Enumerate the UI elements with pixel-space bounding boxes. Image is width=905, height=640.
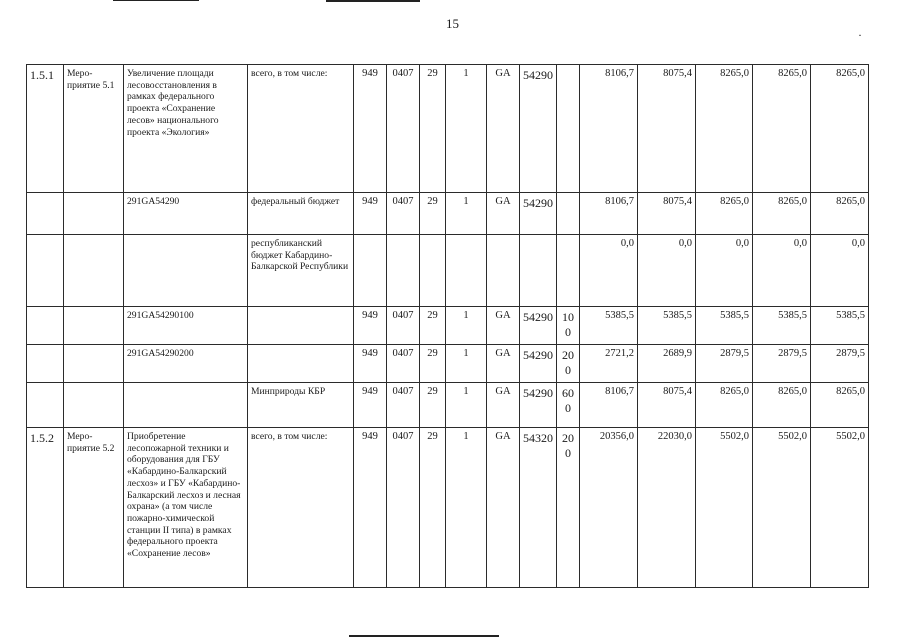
cell-rz: 0407 [387, 307, 420, 345]
cell-value-3: 8265,0 [696, 193, 753, 235]
cell-value-1: 5385,5 [580, 307, 638, 345]
cell-sub: 1 [446, 345, 487, 383]
scan-dot: · [858, 28, 862, 42]
cell-value-4: 2879,5 [753, 345, 811, 383]
row-source [248, 345, 354, 383]
cell-pr: 29 [420, 307, 446, 345]
cell-value-4: 8265,0 [753, 383, 811, 428]
row-number [27, 235, 64, 307]
cell-vr: 200 [557, 428, 580, 588]
cell-pr: 29 [420, 193, 446, 235]
cell-pr [420, 235, 446, 307]
row-number: 1.5.1 [27, 65, 64, 193]
table-row [27, 307, 869, 345]
cell-pr: 29 [420, 383, 446, 428]
cell-value-4: 8265,0 [753, 193, 811, 235]
row-source: федеральный бюджет [248, 193, 354, 235]
cell-rz: 0407 [387, 428, 420, 588]
row-name: Приобретение лесопожарной техники и оборудования для ГБУ «Кабардино-Балкарский лесхоз» и ГБУ «Кабардино-Балкарский лесхоз и лесная охрана» (а том числе пожарно-химической станции II типа) в рамках федерального проекта «Сохранение лесов» [124, 428, 248, 588]
table-row [27, 383, 869, 428]
cell-code: 54290 [520, 307, 557, 345]
row-source: Минприроды КБР [248, 383, 354, 428]
cell-pr: 29 [420, 345, 446, 383]
cell-value-5: 0,0 [811, 235, 869, 307]
scan-line-bottom [349, 635, 499, 637]
table-row [27, 193, 869, 235]
cell-grbs: 949 [354, 345, 387, 383]
cell-vr: 600 [557, 383, 580, 428]
cell-value-2: 22030,0 [638, 428, 696, 588]
cell-sub [446, 235, 487, 307]
cell-reg: GA [487, 65, 520, 193]
cell-reg: GA [487, 428, 520, 588]
cell-value-2: 8075,4 [638, 65, 696, 193]
cell-value-2: 8075,4 [638, 383, 696, 428]
cell-reg: GA [487, 383, 520, 428]
cell-reg [487, 235, 520, 307]
cell-value-1: 8106,7 [580, 383, 638, 428]
cell-vr: 100 [557, 307, 580, 345]
cell-rz [387, 235, 420, 307]
row-name [124, 235, 248, 307]
cell-value-5: 5385,5 [811, 307, 869, 345]
table-row [27, 428, 869, 588]
cell-value-4: 8265,0 [753, 65, 811, 193]
row-number [27, 345, 64, 383]
cell-value-5: 8265,0 [811, 193, 869, 235]
row-type [64, 383, 124, 428]
cell-value-5: 8265,0 [811, 65, 869, 193]
row-type [64, 235, 124, 307]
row-type [64, 307, 124, 345]
cell-reg: GA [487, 345, 520, 383]
cell-reg: GA [487, 307, 520, 345]
cell-value-3: 5502,0 [696, 428, 753, 588]
row-type [64, 193, 124, 235]
cell-value-2: 2689,9 [638, 345, 696, 383]
row-source: республиканский бюджет Кабардино-Балкарской Республики [248, 235, 354, 307]
row-number [27, 383, 64, 428]
cell-value-4: 5385,5 [753, 307, 811, 345]
row-number: 1.5.2 [27, 428, 64, 588]
cell-value-1: 20356,0 [580, 428, 638, 588]
cell-sub: 1 [446, 307, 487, 345]
cell-sub: 1 [446, 428, 487, 588]
cell-pr: 29 [420, 65, 446, 193]
scan-line-top [326, 0, 420, 2]
row-name: 291GA54290 [124, 193, 248, 235]
cell-value-2: 5385,5 [638, 307, 696, 345]
cell-code: 54290 [520, 345, 557, 383]
row-source: всего, в том числе: [248, 428, 354, 588]
cell-sub: 1 [446, 193, 487, 235]
row-type: Меро-приятие 5.2 [64, 428, 124, 588]
cell-grbs [354, 235, 387, 307]
cell-vr [557, 65, 580, 193]
row-number [27, 193, 64, 235]
cell-value-1: 0,0 [580, 235, 638, 307]
cell-pr: 29 [420, 428, 446, 588]
cell-grbs: 949 [354, 193, 387, 235]
cell-value-1: 8106,7 [580, 193, 638, 235]
cell-sub: 1 [446, 383, 487, 428]
cell-value-3: 8265,0 [696, 383, 753, 428]
cell-vr [557, 193, 580, 235]
cell-grbs: 949 [354, 428, 387, 588]
cell-value-5: 8265,0 [811, 383, 869, 428]
row-name: 291GA54290200 [124, 345, 248, 383]
cell-value-3: 5385,5 [696, 307, 753, 345]
cell-vr [557, 235, 580, 307]
row-source: всего, в том числе: [248, 65, 354, 193]
budget-table [26, 64, 869, 588]
cell-value-3: 8265,0 [696, 65, 753, 193]
row-type: Меро-приятие 5.1 [64, 65, 124, 193]
cell-grbs: 949 [354, 307, 387, 345]
table-row [27, 235, 869, 307]
row-source [248, 307, 354, 345]
cell-code: 54290 [520, 65, 557, 193]
cell-sub: 1 [446, 65, 487, 193]
row-number [27, 307, 64, 345]
row-type [64, 345, 124, 383]
cell-code [520, 235, 557, 307]
scan-line-top [113, 0, 199, 1]
row-name [124, 383, 248, 428]
cell-code: 54290 [520, 383, 557, 428]
row-name: 291GA54290100 [124, 307, 248, 345]
cell-value-4: 0,0 [753, 235, 811, 307]
cell-rz: 0407 [387, 65, 420, 193]
cell-value-4: 5502,0 [753, 428, 811, 588]
cell-rz: 0407 [387, 383, 420, 428]
cell-grbs: 949 [354, 65, 387, 193]
cell-value-3: 2879,5 [696, 345, 753, 383]
row-name: Увеличение площади лесовосстановления в рамках федерального проекта «Сохранение лесов» национального проекта «Экология» [124, 65, 248, 193]
cell-value-1: 2721,2 [580, 345, 638, 383]
cell-grbs: 949 [354, 383, 387, 428]
cell-vr: 200 [557, 345, 580, 383]
cell-reg: GA [487, 193, 520, 235]
cell-value-5: 2879,5 [811, 345, 869, 383]
cell-code: 54320 [520, 428, 557, 588]
table-row [27, 345, 869, 383]
cell-code: 54290 [520, 193, 557, 235]
cell-value-2: 8075,4 [638, 193, 696, 235]
table-row [27, 65, 869, 193]
cell-rz: 0407 [387, 193, 420, 235]
page-number: 15 [446, 16, 459, 31]
cell-value-1: 8106,7 [580, 65, 638, 193]
cell-value-5: 5502,0 [811, 428, 869, 588]
cell-value-2: 0,0 [638, 235, 696, 307]
cell-rz: 0407 [387, 345, 420, 383]
cell-value-3: 0,0 [696, 235, 753, 307]
